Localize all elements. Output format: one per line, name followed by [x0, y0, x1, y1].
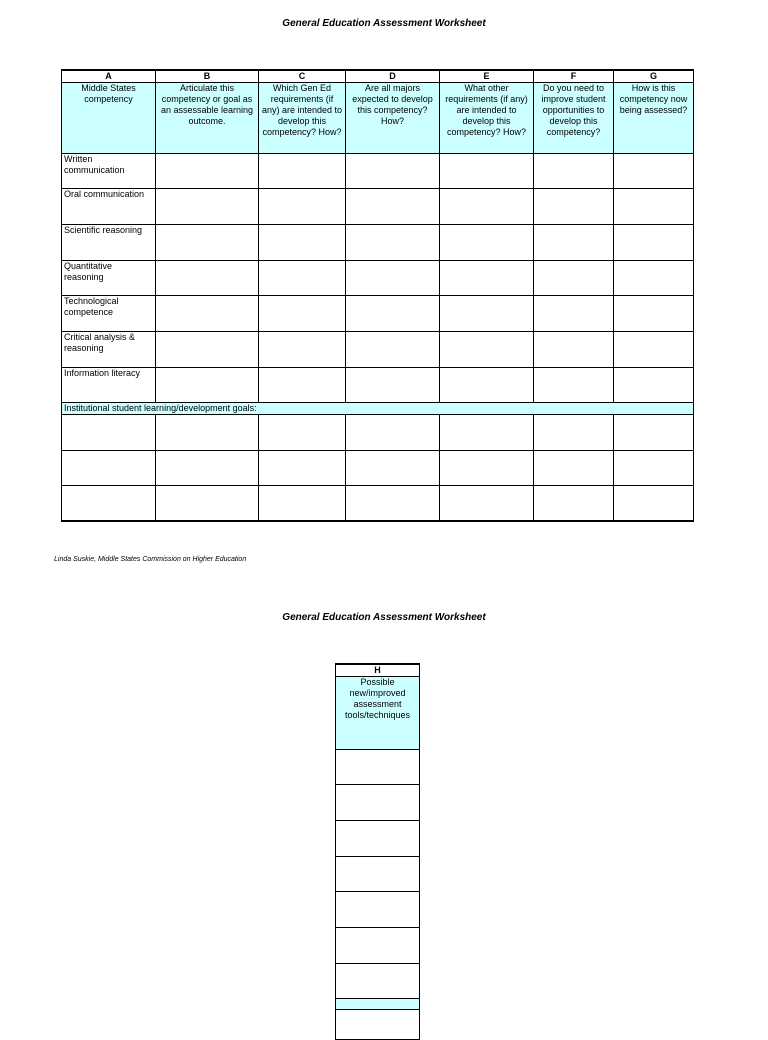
input-cell[interactable] [336, 857, 420, 892]
input-cell[interactable] [346, 415, 440, 451]
column-letter: E [440, 70, 534, 83]
input-cell[interactable] [346, 261, 440, 296]
column-letter: B [156, 70, 259, 83]
input-row [336, 857, 420, 892]
column-letter: A [62, 70, 156, 83]
input-cell[interactable] [534, 415, 614, 451]
input-cell[interactable] [346, 189, 440, 225]
input-cell[interactable] [346, 332, 440, 368]
input-cell[interactable] [156, 451, 259, 486]
input-row [336, 928, 420, 964]
input-cell[interactable] [614, 415, 694, 451]
goal-row [62, 415, 694, 451]
competency-label: Scientific reasoning [62, 225, 156, 261]
column-letter-row [336, 664, 420, 677]
competency-row [62, 332, 694, 368]
column-letter: H [336, 664, 420, 677]
input-cell[interactable] [614, 225, 694, 261]
column-header-row [336, 677, 420, 750]
input-cell[interactable] [614, 486, 694, 521]
input-cell[interactable] [336, 964, 420, 999]
input-row [336, 785, 420, 821]
input-cell[interactable] [440, 368, 534, 403]
input-row [336, 750, 420, 785]
input-cell[interactable] [156, 486, 259, 521]
column-header: Middle States competency [62, 83, 156, 154]
competency-label: Information literacy [62, 368, 156, 403]
input-row [336, 1010, 420, 1040]
input-cell[interactable] [156, 225, 259, 261]
input-cell[interactable] [62, 451, 156, 486]
column-header-row [62, 83, 694, 154]
input-cell[interactable] [62, 486, 156, 521]
competency-row [62, 154, 694, 189]
input-cell[interactable] [440, 261, 534, 296]
input-cell[interactable] [336, 785, 420, 821]
input-cell[interactable] [156, 296, 259, 332]
page-title-2: General Education Assessment Worksheet [282, 612, 486, 623]
institutional-goals-band [336, 999, 420, 1010]
competency-label: Written communication [62, 154, 156, 189]
column-letter: C [259, 70, 346, 83]
assessment-table [61, 69, 694, 522]
input-row [336, 964, 420, 999]
input-cell[interactable] [259, 415, 346, 451]
input-cell[interactable] [259, 225, 346, 261]
input-cell[interactable] [614, 451, 694, 486]
input-cell[interactable] [259, 296, 346, 332]
input-cell[interactable] [156, 368, 259, 403]
input-cell[interactable] [259, 189, 346, 225]
input-cell[interactable] [534, 189, 614, 225]
input-cell[interactable] [259, 451, 346, 486]
input-cell[interactable] [346, 154, 440, 189]
institutional-band-row [62, 403, 694, 415]
institutional-goals-band: Institutional student learning/development goals: [62, 403, 694, 415]
column-header: Are all majors expected to develop this competency? How? [346, 83, 440, 154]
input-row [336, 892, 420, 928]
input-cell[interactable] [259, 332, 346, 368]
input-cell[interactable] [534, 451, 614, 486]
input-cell[interactable] [346, 225, 440, 261]
input-cell[interactable] [336, 750, 420, 785]
input-cell[interactable] [440, 332, 534, 368]
column-header: Do you need to improve student opportunities to develop this competency? [534, 83, 614, 154]
competency-row [62, 261, 694, 296]
input-cell[interactable] [336, 928, 420, 964]
input-cell[interactable] [440, 189, 534, 225]
input-cell[interactable] [336, 892, 420, 928]
input-cell[interactable] [156, 415, 259, 451]
goal-row [62, 486, 694, 521]
input-cell[interactable] [614, 332, 694, 368]
column-header: Which Gen Ed requirements (if any) are intended to develop this competency? How? [259, 83, 346, 154]
input-cell[interactable] [440, 296, 534, 332]
input-cell[interactable] [346, 368, 440, 403]
input-row [336, 821, 420, 857]
input-cell[interactable] [614, 296, 694, 332]
input-cell[interactable] [346, 451, 440, 486]
column-letter: G [614, 70, 694, 83]
goal-row [62, 451, 694, 486]
competency-row [62, 296, 694, 332]
input-cell[interactable] [440, 154, 534, 189]
input-cell[interactable] [534, 296, 614, 332]
assessment-table-h [335, 663, 420, 1040]
input-cell[interactable] [440, 415, 534, 451]
input-cell[interactable] [156, 332, 259, 368]
input-cell[interactable] [534, 154, 614, 189]
input-cell[interactable] [336, 821, 420, 857]
competency-label: Critical analysis & reasoning [62, 332, 156, 368]
column-header: Articulate this competency or goal as an assessable learning outcome. [156, 83, 259, 154]
input-cell[interactable] [534, 261, 614, 296]
input-cell[interactable] [259, 154, 346, 189]
input-cell[interactable] [62, 415, 156, 451]
competency-label: Technological competence [62, 296, 156, 332]
input-cell[interactable] [259, 368, 346, 403]
footer-credit: Linda Suskie, Middle States Commission on Higher Education [54, 556, 247, 563]
column-header: What other requirements (if any) are intended to develop this competency? How? [440, 83, 534, 154]
page-title: General Education Assessment Worksheet [282, 18, 486, 29]
input-cell[interactable] [614, 154, 694, 189]
institutional-band-row [336, 999, 420, 1010]
input-cell[interactable] [614, 261, 694, 296]
input-cell[interactable] [534, 368, 614, 403]
input-cell[interactable] [440, 486, 534, 521]
input-cell[interactable] [440, 225, 534, 261]
input-cell[interactable] [534, 486, 614, 521]
input-cell[interactable] [534, 225, 614, 261]
column-header: How is this competency now being assessed? [614, 83, 694, 154]
input-cell[interactable] [346, 486, 440, 521]
input-cell[interactable] [259, 486, 346, 521]
input-cell[interactable] [614, 368, 694, 403]
competency-row [62, 368, 694, 403]
input-cell[interactable] [259, 261, 346, 296]
input-cell[interactable] [336, 1010, 420, 1040]
input-cell[interactable] [614, 189, 694, 225]
column-letter: F [534, 70, 614, 83]
input-cell[interactable] [346, 296, 440, 332]
input-cell[interactable] [156, 154, 259, 189]
competency-row [62, 225, 694, 261]
column-letter-row [62, 70, 694, 83]
column-header: Possible new/improved assessment tools/techniques [336, 677, 420, 750]
competency-label: Oral communication [62, 189, 156, 225]
column-letter: D [346, 70, 440, 83]
input-cell[interactable] [440, 451, 534, 486]
competency-label: Quantitative reasoning [62, 261, 156, 296]
input-cell[interactable] [156, 261, 259, 296]
input-cell[interactable] [156, 189, 259, 225]
competency-row [62, 189, 694, 225]
input-cell[interactable] [534, 332, 614, 368]
